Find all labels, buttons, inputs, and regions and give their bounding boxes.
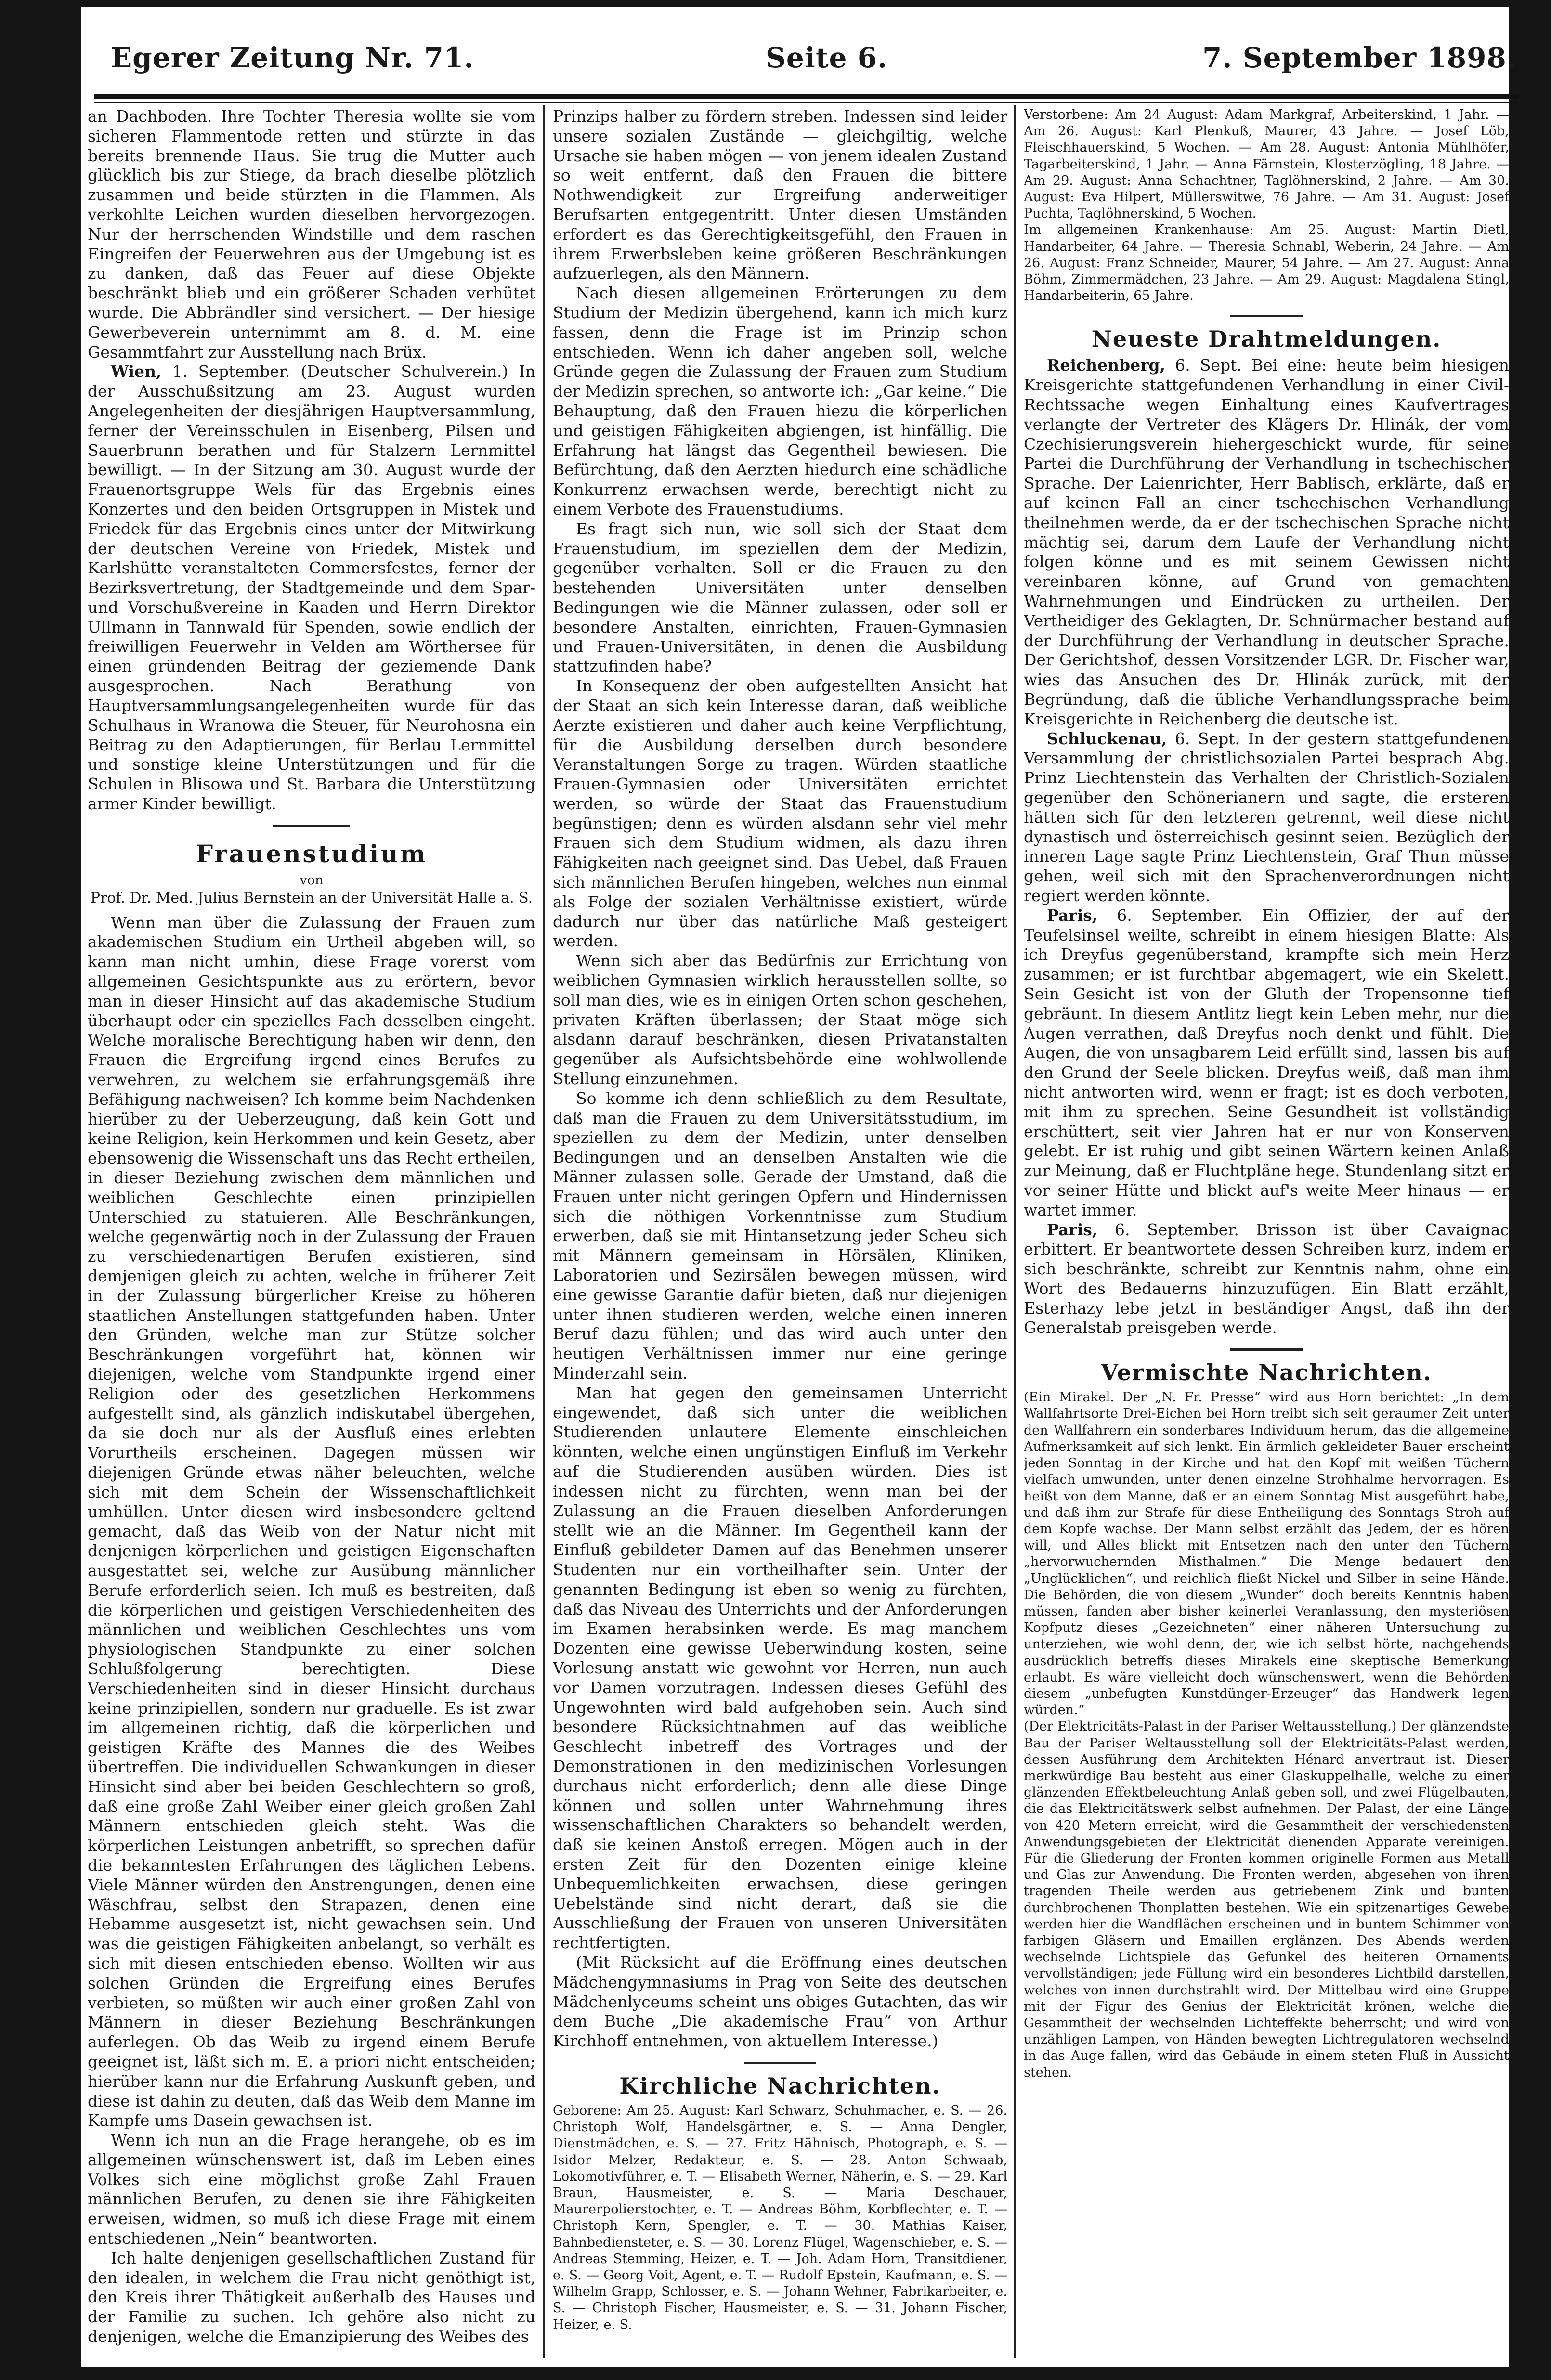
telegram-paris-2 — [1024, 1220, 1509, 1338]
scan-border-right — [1509, 0, 1551, 2380]
column-3 — [1024, 107, 1509, 2365]
section-divider — [273, 825, 350, 827]
telegram-paris-1 — [1024, 906, 1509, 1220]
frauenstudium-paragraph-2: Wenn ich nun an die Frage herangehe, ob es im allgemeinen wünschenswert ist, daß im Leben eines Volkes sich eine möglichst große Zahl Frauen männlichen Berufen, zu denen sie ihre Fähigkeiten erweisen, widmen, so muß ich diese Frage mit einem entschiedenen „Nein“ beantworten. — [88, 2131, 535, 2248]
news-elektricitaets-palast: (Der Elektricitäts-Palast in der Pariser Weltausstellung.) Der glänzendste Bau der Pariser Weltausstellung soll der Elektricitäts-Palast werden, dessen Ausführung dem Architekten Hénard anvertraut ist. Dieser merkwürdige Bau besteht aus einer Glaskuppelhalle, welche zu einer glänzenden Effektbeleuchtung Anlaß geben soll, und zwei Flügelbauten, die das Elektricitätswerk selbst aufnehmen. Der Palast, der eine Länge von 420 Metern erreicht, wird die Gesammtheit der verschiedensten Anwendungsgebieten der Elektricität dienenden Apparate vereinigen. Für die Gliederung der Fronten kommen originelle Formen aus Metall und Glas zur Anwendung. Die Fronten werden, abgesehen von ihren tragenden Theile werden aus getriebenem Zink und bunten durchbrochenen Thonplatten bestehen. Wie ein spitzenartiges Gewebe werden hier die Wandflächen erscheinen und in buntem Schimmer von farbigen Gläsern und Emaillen erglänzen. Des Abends werden wechselnde Lichtspiele das Gefunkel des heiteren Ornaments vervollständigen; jede Füllung wird ein besonderes Lichtbild darstellen, welches von innen durchstrahlt wird. Der Mittelbau wird eine Gruppe mit der Figur des Genius der Elektricität krönen, welche die Gesammtheit der wechselnden Lichteffekte beherrscht; und wird von unzähligen Lampen, von Händen bewegten Lichtregulatoren wechselnd in das Auge fallen, wird das Gebäude in einem steten Fluß in Aussicht stehen. — [1024, 1719, 1509, 2080]
frauenstudium-paragraph-3: Ich halte denjenigen gesellschaftlichen Zustand für den idealen, in welchem die Frau nicht genöthigt ist, den Kreis ihrer Thätigkeit außerhalb des Hauses und der Familie zu suchen. Ich gehöre also nicht zu denjenigen, welche die Emanzipierung des Weibes des — [88, 2248, 535, 2346]
frauenstudium-paragraph-5: Nach diesen allgemeinen Erörterungen zu dem Studium der Medizin übergehend, kann ich mich kurz fassen, denn die Frage ist im Prinzip schon entschieden. Wenn ich daher angeben soll, welche Gründe gegen die Zulassung der Frauen zum Studium der Medizin sprechen, so antworte ich: „Gar keine.“ Die Behauptung, daß den Frauen hiezu die körperlichen und geistigen Fähigkeiten abgiengen, ist hinfällig. Die Erfahrung hat längst das Gegentheil bewiesen. Die Befürchtung, daß den Aerzten hiedurch eine schädliche Konkurrenz erwachsen werde, berechtigt nicht zu einem Verbote des Frauenstudiums. — [553, 284, 1007, 518]
hospital-deaths-list: Im allgemeinen Krankenhause: Am 25. August: Martin Dietl, Handarbeiter, 64 Jahre. — Theresia Schnabl, Weberin, 24 Jahre. — Am 26. August: Franz Schneider, Maurer, 54 Jahre. — Am 27. August: Anna Böhm, Zimmermädchen, 23 Jahre. — Am 29. August: Magdalena Stingl, Handarbeiterin, 65 Jahre. — [1024, 222, 1509, 304]
scan-border-top — [0, 0, 1551, 7]
dateline-paris: Paris, — [1047, 905, 1098, 925]
section-divider — [1230, 1348, 1303, 1351]
telegram-schluckenau — [1024, 729, 1509, 906]
news-mirakel: (Ein Mirakel. Der „N. Fr. Presse“ wird aus Horn berichtet: „In dem Wallfahrtsorte Drei-Eichen bei Horn treibt sich seit geraumer Zeit unter den Wallfahrern ein sonderbares Individuum herum, das die allgemeine Aufmerksamkeit auf sich lenkt. Ein ärmlich gekleideter Bauer erscheint jeden Sonntag in der Kirche und hat den Kopf mit weißen Tüchern vielfach umwunden, unter denen einzelne Strohhalme hervorragen. Es heißt von dem Manne, daß er an einem Sonntag Mist ausgeführt habe, und daß ihm zur Strafe für diese Entheiligung des Sonntags Stroh auf dem Kopfe wachse. Der Mann selbst erzählt das Jedem, der es hören will, und Alles blickt mit Entsetzen nach den unter den Tüchern „hervorwuchernden Misthalmen.“ Die Menge bedauert den „Unglücklichen“, und reichlich fließt Nickel und Silber in seine Hände. Die Behörden, die von diesem „Wunder“ doch bereits Kenntnis haben müssen, fanden aber bisher keinerlei Veranlassung, den mysteriösen Kopfputz dieses „Gezeichneten“ einer näheren Untersuchung zu unterziehen, wie wohl denn, der, wie ich selbst hörte, nachgehends ausdrücklich betreffs dieses Mirakels eine skeptische Bemerkung erlaubt. Es wäre vielleicht doch wünschenswert, wenn die Behörden diesem „unbefugten Kunstdünger-Erzeuger“ das Handwerk legen würden.“ — [1024, 1390, 1509, 1718]
dateline-reichenberg: Reichenberg, — [1047, 356, 1166, 375]
frauenstudium-paragraph-6: Es fragt sich nun, wie soll sich der Staat dem Frauenstudium, im speziellen dem der Medizin, gegenüber verhalten. Soll er die Frauen zu den bestehenden Universitäten unter denselben Bedingungen wie die Männer zulassen, oder soll er besondere Anstalten, einrichten, Frauen-Gymnasien und Frauen-Universitäten, in denen die Ausbildung stattzufinden habe? — [553, 519, 1007, 676]
frauenstudium-paragraph-1: Wenn man über die Zulassung der Frauen zum akademischen Studium ein Urtheil abgeben will, so kann man nicht umhin, diese Frage vorerst vom allgemeinen Gesichtspunkte aus zu erörtern, bevor man in dieser Hinsicht auf das akademische Studium überhaupt oder ein spezielles Fach desselben eingeht. Welche moralische Berechtigung haben wir denn, den Frauen die Ergreifung irgend eines Berufes zu verwehren, zu welchem sie erfahrungsgemäß ihre Befähigung nachweisen? Ich komme beim Nachdenken hierüber zu der Ueberzeugung, daß kein Gott und keine Religion, kein Herkommen und kein Gesetz, aber ebensowenig die Wissenschaft uns das Recht ertheilen, in dieser Beziehung zwischen dem männlichen und weiblichen Geschlechte einen prinzipiellen Unterschied zu statuieren. Alle Beschränkungen, welche gegenwärtig noch in der Zulassung der Frauen zu verschiedenartigen Berufen existieren, sind demjenigen gleich zu achten, welche in früherer Zeit in der Zulassung bürgerlicher Kreise zu höheren staatlichen Anstellungen stattgefunden haben. Unter den Gründen, welche man zur Stütze solcher Beschränkungen vorgeführt hat, können wir diejenigen, welche vom Standpunkte irgend einer Religion oder des gesetzlichen Herkommens aufgestellt sind, als gänzlich indiskutabel übergehen, da sie doch nur als der Ausfluß eines erlebten Vorurtheils erscheinen. Dagegen müssen wir diejenigen Gründe etwas näher beleuchten, welche sich mit dem Schein der Wissenschaftlichkeit umhüllen. Unter diesen wird insbesondere geltend gemacht, daß das Weib von der Natur nicht mit denjenigen körperlichen und geistigen Eigenschaften ausgestattet sei, welche zur Ausübung männlicher Berufe erforderlich seien. Ich muß es bestreiten, daß die körperlichen und geistigen Verschiedenheiten des männlichen und weiblichen Geschlechtes uns vom physiologischen Standpunkte zu einer solchen Schlußfolgerung berechtigten. Diese Verschiedenheiten sind in dieser Hinsicht durchaus keine prinzipiellen, sondern nur graduelle. Es ist zwar im allgemeinen richtig, daß die körperlichen und geistigen Kräfte des Mannes die des Weibes übertreffen. Die individuellen Schwankungen in dieser Hinsicht sind aber bei beiden Geschlechtern so groß, daß eine große Zahl Weiber einer gleich großen Zahl Männern entschieden gleich steht. Was die körperlichen Leistungen anbetrifft, so sprechen dafür die bekanntesten Erfahrungen des täglichen Lebens. Viele Männer würden den Anstrengungen, denen eine Wäschfrau, selbst den Strapazen, denen eine Hebamme ausgesetzt ist, nicht gewachsen sein. Und was die geistigen Fähigkeiten anbelangt, so verhält es sich mit diesen entschieden ebenso. Wollten wir aus solchen Gründen die Ergreifung eines Berufes verbieten, so müßten wir auch einer großen Zahl von Männern in dieser Beziehung Beschränkungen auferlegen. Ob das Weib zu irgend einem Berufe geeignet ist, läßt sich m. E. a priori nicht entscheiden; hierüber kann nur die Erfahrung Auskunft geben, und diese ist dahin zu deuten, daß das Weib dem Manne im Kampfe ums Dasein gewachsen ist. — [88, 913, 535, 2130]
telegram-paris-1-text: 6. September. Ein Offizier, der auf der Teufelsinsel weilte, schreibt in einem hiesigen Blatte: Als ich Dreyfus gegenüberstand, krampfte sich mein Herz zusammen; er ist furchtbar abgemagert, wie ein Skelett. Sein Gesicht ist von der Gluth der Tropensonne tief gebräunt. In diesem Antlitz liegt kein Leben mehr, nur die Augen verrathen, daß Dreyfus noch denkt und fühlt. Die Augen, die von unsagbarem Leid erfüllt sind, lassen bis auf den Grund der Seele blicken. Dreyfus weiß, daß man ihm nicht antworten wird, wenn er fragt; ist es doch verboten, mit ihm zu sprechen. Seine Gesundheit ist vollständig erschüttert, seit vier Jahren hat er nur von Konserven gelebt. Er ist ruhig und gibt seinen Wärtern keinen Anlaß zur Meinung, daß er Fluchtpläne hege. Stundenlang sitzt er vor seiner Hütte und blickt auf's weite Meer hinaus — er wartet immer. — [1024, 905, 1509, 1219]
article-byline: Prof. Dr. Med. Julius Bernstein an der Universität Halle a. S. — [90, 889, 533, 906]
frauenstudium-paragraph-10: Man hat gegen den gemeinsamen Unterricht eingewendet, daß sich unter die weiblichen Studierenden unlautere Elemente einschleichen könnten, welche einen ungünstigen Einfluß im Verkehr auf die Studierenden ausüben würden. Dies ist indessen nicht zu fürchten, wenn man bei der Zulassung an die Frauen dieselben Anforderungen stellt wie an die Männer. Im Gegentheil kann der Einfluß gebildeter Damen auf das Benehmen unserer Studenten nur ein vortheilhafter sein. Unter der genannten Bedingung ist eben so wenig zu fürchten, daß das Niveau des Unterrichts und der Anforderungen im Examen herabsinken werde. Es mag manchem Dozenten eine gewisse Ueberwindung kosten, seine Vorlesung anstatt wie gewohnt vor Herren, nun auch vor Damen vorzutragen. Indessen dieses Gefühl des Ungewohnten wird bald aufgehoben sein. Auch sind besondere Rücksichtnahmen auf das weibliche Geschlecht inbetreff des Vortrages und der Demonstrationen in den medizinischen Vorlesungen durchaus nicht erforderlich; denn alle diese Dinge können und sollen unter Wahrnehmung ihres wissenschaftlichen Charakters so behandelt werden, daß sie keinen Anstoß erregen. Mögen auch in der ersten Zeit für den Dozenten einige kleine Unbequemlichkeiten erwachsen, diese geringen Uebelstände sind nicht derart, daß sie die Ausschließung der Frauen von unseren Universitäten rechtfertigten. — [553, 1383, 1007, 1953]
section-divider — [1230, 315, 1303, 317]
telegram-schluckenau-text: 6. Sept. In der gestern stattgefundenen Versammlung der christlichsozialen Partei besprach Abg. Prinz Liechtenstein das Verhalten der Christlich-Sozialen gegenüber den Schönerianern und sagte, die ersteren hätten sich für den letzteren getrennt, weil diese nicht dynastisch und österreichisch gesinnt seien. Bezüglich der inneren Lage sagte Prinz Liechtenstein, Graf Thun müsse gehen, weil sich mit den Sprachenverordnungen nicht regiert werden könnte. — [1024, 729, 1509, 905]
schulverein-text: 1. September. (Deutscher Schulverein.) In der Ausschußsitzung am 23. August wurden Angelegenheiten der diesjährigen Hauptversammlung, ferner der Vereinsschulen in Eisenberg, Pilsen und Sauerbrunn berathen und für Stalzern Lernmittel bewilligt. — In der Sitzung am 30. August wurde der Frauenortsgruppe Wels für das Ergebnis eines Konzertes und den beiden Ortsgruppen in Mistek und Friedek für das Ergebnis eines unter der Mitwirkung der deutschen Vereine von Friedek, Mistek und Karlshütte veranstalteten Commersfestes, ferner der Bezirksvertretung, der Stadtgemeinde und dem Spar- und Vorschußvereine in Kaaden und Herrn Direktor Ullmann in Tannwald für Spenden, sowie endlich der freiwilligen Feuerwehr in Velden am Wörthersee für einen gründenden Beitrag der geziemende Dank ausgesprochen. Nach Berathung von Hauptversammlungsangelegenheiten wurde für das Schulhaus in Wranowa die Steuer, für Neurohosna ein Beitrag zu den Adaptierungen, für Berlau Lernmittel und sonstige kleine Unterstützungen und für die Schulen in Blisowa und St. Barbara die Unterstützung armer Kinder bewilligt. — [88, 362, 535, 813]
newspaper-title: Egerer Zeitung Nr. 71. — [111, 41, 474, 74]
page-header — [111, 41, 1517, 94]
section-title-frauenstudium: Frauenstudium — [196, 839, 428, 868]
column-rule-2 — [1014, 105, 1016, 2358]
fire-report-text: an Dachboden. Ihre Tochter Theresia wollte sie vom sicheren Flammentode retten und stürzte in das bereits brennende Haus. Sie trug die Mutter auch glücklich bis zur Stiege, da brach dieselbe plötzlich zusammen und beide stürzten in die Flammen. Als verkohlte Leichen wurden dieselben hervorgezogen. Nur der herrschenden Windstille und dem raschen Eingreifen der Feuerwehren aus der Umgebung ist es zu danken, daß das Feuer auf diese Objekte beschränkt blieb und ein größerer Schaden verhütet wurde. Die Abbrändler sind versichert. — Der hiesige Gewerbeverein unternimmt am 8. d. M. eine Gesammtfahrt zur Ausstellung nach Brüx. — [88, 107, 535, 362]
deaths-list: Verstorbene: Am 24 August: Adam Markgraf, Arbeiterskind, 1 Jahr. — Am 26. August: Karl Plenkuß, Maurer, 43 Jahre. — Josef Löb, Fleischhauerskind, 5 Wochen. — Am 28. August: Antonia Mühlhöfer, Tagarbeiterskind, 1 Jahr. — Anna Färnstein, Klosterzögling, 18 Jahre. — Am 29. August: Anna Schachtner, Taglöhnerskind, 2 Jahre. — Am 30. August: Eva Hilpert, Müllerswitwe, 76 Jahre. — Am 31. August: Josef Puchta, Taglöhnerskind, 5 Wochen. — [1024, 107, 1509, 221]
frauenstudium-paragraph-8: Wenn sich aber das Bedürfnis zur Errichtung von weiblichen Gymnasien wirklich herausstellen sollte, so soll man dies, wie es in einigen Orten schon geschehen, privaten Kräften überlassen; der Staat möge sich alsdann darauf beschränken, diesen Privatanstalten gegenüber als Aufsichtsbehörde eine wohlwollende Stellung einzunehmen. — [553, 951, 1007, 1088]
column-2 — [553, 107, 1007, 2365]
editorial-note: (Mit Rücksicht auf die Eröffnung eines deutschen Mädchengymnasiums in Prag von Seite des deutschen Mädchenlyceums scheint uns obiges Gutachten, das wir dem Buche „Die akademische Frau“ von Arthur Kirchhoff entnehmen, von aktuellem Interesse.) — [553, 1953, 1007, 2051]
byline-von: von — [300, 872, 324, 888]
page-number: Seite 6. — [766, 41, 888, 74]
scan-border-bottom — [0, 2367, 1551, 2380]
frauenstudium-paragraph-9: So komme ich denn schließlich zu dem Resultate, daß man die Frauen zu dem Universitätsstudium, im speziellen zu dem der Medizin, unter denselben Bedingungen und an denselben Anstalten wie die Männer zulassen solle. Gerade der Umstand, daß die Frauen unter nicht geringen Opfern und Hindernissen sich die nöthigen Vorkenntnisse zum Studium erwerben, daß sie mit Hintansetzung jeder Scheu sich mit Männern gemeinsam in Hörsälen, Kliniken, Laboratorien und Sezirsälen bewegen müssen, wird eine gewisse Garantie dafür bieten, daß nur diejenigen unter ihnen studieren werden, welche einen inneren Beruf dazu fühlen; und das wird auch unter den heutigen Verhältnissen immer nur eine geringe Minderzahl sein. — [553, 1088, 1007, 1383]
column-1 — [88, 107, 535, 2365]
dateline-wien: Wien, — [111, 362, 162, 381]
frauenstudium-paragraph-4: Prinzips halber zu fördern streben. Indessen sind leider unsere sozialen Zustände — gleichgiltig, welche Ursache sie haben mögen — von jenem idealen Zustand so weit entfernt, daß den Frauen die bittere Nothwendigkeit zur Ergreifung anderweitiger Berufsarten entgegentritt. Unter diesen Umständen erfordert es das Gerechtigkeitsgefühl, den Frauen in ihrem Erwerbsleben keine größeren Beschränkungen aufzuerlegen, als den Männern. — [553, 107, 1007, 283]
births-list: Geborene: Am 25. August: Karl Schwarz, Schuhmacher, e. S. — 26. Christoph Wolf, Handelsgärtner, e. S. — Anna Dengler, Dienstmädchen, e. S. — 27. Fritz Hähnisch, Photograph, e. S. — Isidor Melzer, Redakteur, e. S. — 28. Anton Schwaab, Lokomotivführer, e. T. — Elisabeth Werner, Näherin, e. S. — 29. Karl Braun, Hausmeister, e. S. — Maria Deschauer, Maurerpolierstochter, e. T. — Andreas Böhm, Korbflechter, e. T. — Christoph Kern, Spengler, e. T. — 30. Mathias Kaiser, Bahnbediensteter, e. S. — 30. Lorenz Flügel, Wagenschieber, e. S. — Andreas Stemming, Heizer, e. T. — Joh. Adam Horn, Transitdiener, e. S. — Georg Voit, Agent, e. T. — Rudolf Epstein, Kaufmann, e. S. — Wilhelm Grapp, Schlosser, e. S. — Johann Wehner, Fabrikarbeiter, e. S. — Christoph Fischer, Hausmeister, e. S. — 31. Johann Fischer, Heizer, e. S. — [553, 2103, 1007, 2332]
telegram-reichenberg-text: 6. Sept. Bei eine: heute beim hiesigen Kreisgerichte stattgefundenen Verhandlung in einer Civil-Rechtssache wegen Einhaltung eines Kaufvertrages verlangte der Vertreter des Klägers Dr. Hlinák, der vom Czechisierungsverein hiehergeschickt wurde, für seine Partei die Durchführung der Verhandlung in tschechischer Sprache. Der Laienrichter, Herr Bablisch, erklärte, daß er auf keinen Fall an einer tschechischen Verhandlung theilnehmen werde, da er der tschechischen Sprache nicht mächtig sei, darum dem Laufe der Verhandlung nicht folgen könne und es mit seinem Gewissen nicht vereinbaren könne, auf Grund von gemachten Wahrnehmungen und Eindrücken zu urtheilen. Der Vertheidiger des Geklagten, Dr. Schnürmacher bestand auf der Durchführung der Verhandlung in deutscher Sprache. Der Gerichtshof, dessen Vorsitzender LGR. Dr. Fischer war, wies das Ansuchen des Dr. Hlinák zurück, mit der Begründung, daß die übliche Verhandlungssprache beim Kreisgerichte in Reichenberg die deutsche ist. — [1024, 356, 1509, 728]
dateline-paris: Paris, — [1047, 1220, 1098, 1239]
section-divider — [744, 2062, 816, 2064]
header-rule-thin — [94, 102, 1519, 103]
section-title-vermischte: Vermischte Nachrichten. — [1101, 1359, 1432, 1386]
column-rule-1 — [543, 105, 545, 2358]
issue-date: 7. September 1898. — [1202, 41, 1517, 74]
scan-border-left — [0, 0, 81, 2380]
telegram-reichenberg — [1024, 356, 1509, 729]
frauenstudium-paragraph-7: In Konsequenz der oben aufgestellten Ansicht hat der Staat an sich kein Interesse daran, daß weibliche Aerzte existieren und daher auch keine Verpflichtung, für die Ausbildung derselben durch besondere Veranstaltungen Sorge zu tragen. Würden staatliche Frauen-Gymnasien oder Universitäten errichtet werden, so würde der Staat das Frauenstudium begünstigen; denn es würden alsdann sehr viel mehr Frauen sich dem Studium widmen, als dazu ihren Fähigkeiten nach geeignet sind. Das Uebel, daß Frauen sich männlichen Berufen hingeben, welches nun einmal als Folge der sozialen Verhältnisse existiert, würde dadurch nur über das natürliche Maß gesteigert werden. — [553, 676, 1007, 951]
schulverein-report — [88, 362, 535, 814]
section-title-drahtmeldungen: Neueste Drahtmeldungen. — [1091, 326, 1442, 352]
telegram-paris-2-text: 6. September. Brisson ist über Cavaignac erbittert. Er beantwortete dessen Schreiben kurz, indem er sich beschränkte, schreibt zur Kenntnis nahm, ohne ein Wort des Bedauerns hinzuzufügen. Ein Blatt erzählt, Esterhazy lebe jetzt in beständiger Angst, daß ihn der Generalstab preisgeben werde. — [1024, 1220, 1509, 1337]
header-rule-thick — [94, 94, 1519, 99]
dateline-schluckenau: Schluckenau, — [1047, 729, 1167, 748]
section-title-kirchliche: Kirchliche Nachrichten. — [619, 2072, 941, 2099]
